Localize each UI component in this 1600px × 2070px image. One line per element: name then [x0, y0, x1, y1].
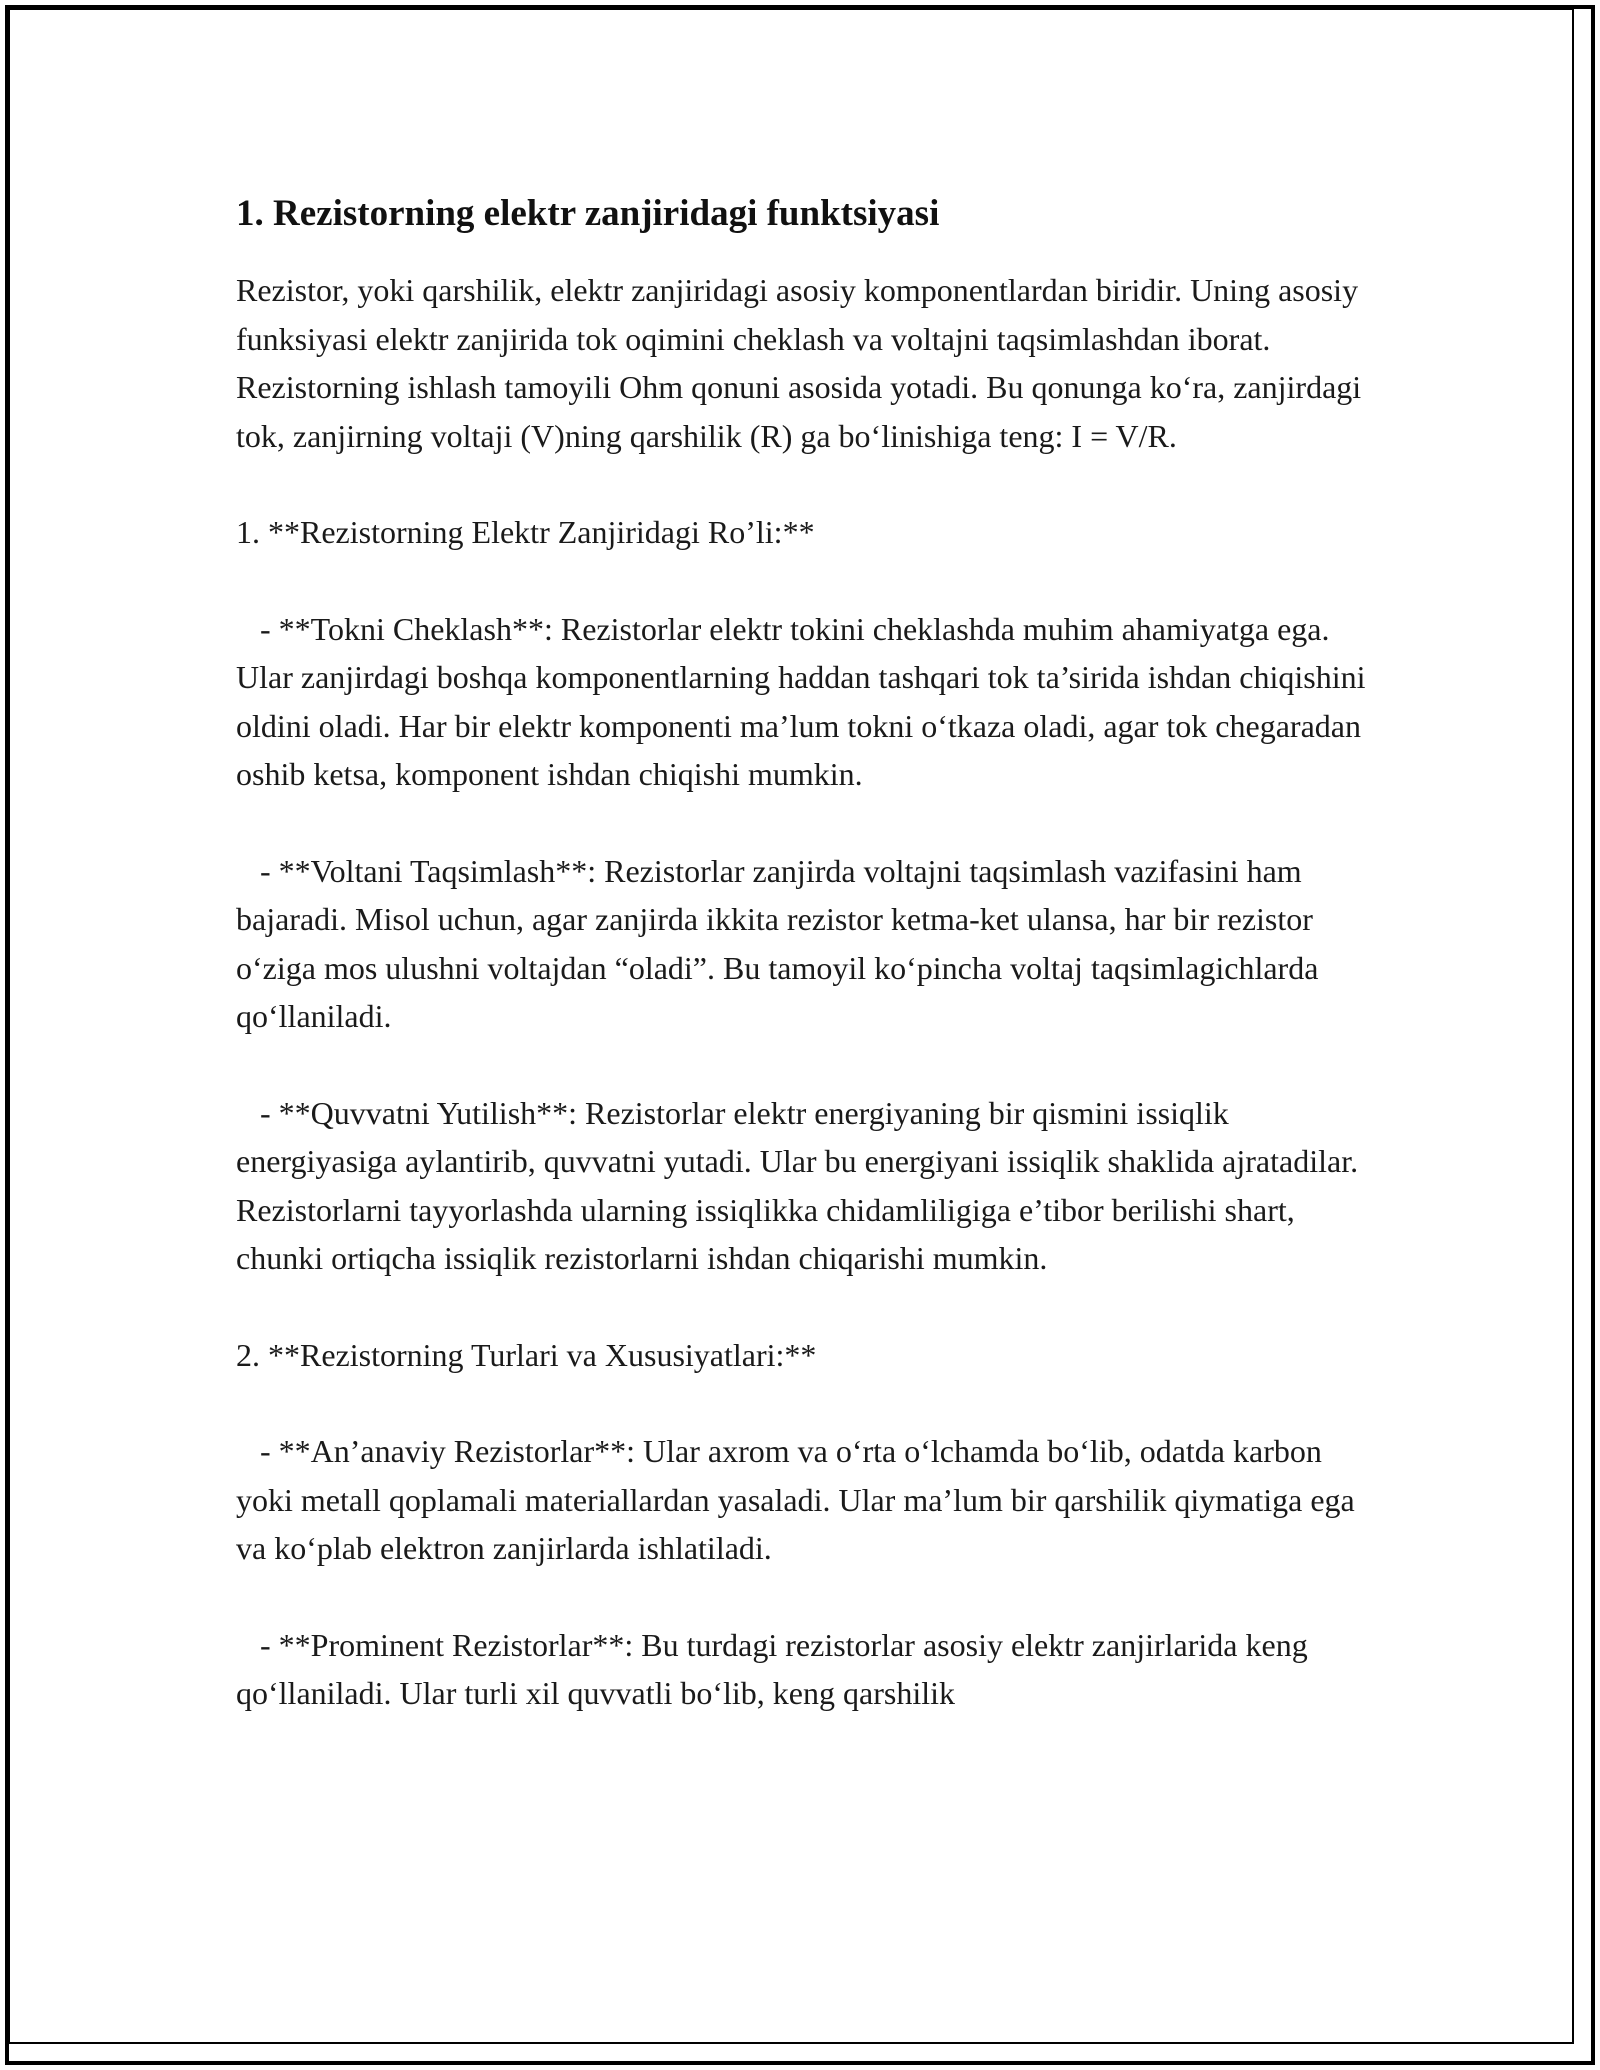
document-body: [236, 188, 1376, 1766]
list-item-voltage-division: - **Voltani Taqsimlash**: Rezistorlar zanjirda voltajni taqsimlash vazifasini ham bajaradi. Misol uchun, agar zanjirda ikkita rezistor ketma-ket ulansa, har bir rezistor o‘ziga mos ulushni voltajdan “oladi”. Bu tamoyil ko‘pincha voltaj taqsimlagichlarda qo‘llaniladi.: [236, 852, 1327, 1034]
list-heading-types: 2. **Rezistorning Turlari va Xususiyatlari:**: [236, 1336, 817, 1373]
list-heading-roles: 1. **Rezistorning Elektr Zanjiridagi Ro’li:**: [236, 514, 815, 550]
list-item-traditional-resistors: - **An’anaviy Rezistorlar**: Ular axrom va o‘rta o‘lchamda bo‘lib, odatda karbon yoki metall qoplamali materiallardan yasaladi. Ular ma’lum bir qarshilik qiymatiga ega va ko‘plab elektron zanjirlarda ishlatiladi.: [236, 1433, 1363, 1566]
list-item-prominent-resistors: - **Prominent Rezistorlar**: Bu turdagi rezistorlar asosiy elektr zanjirlarida keng qo‘llaniladi. Ular turli xil quvvatli bo‘lib, keng qarshilik: [236, 1626, 1316, 1711]
list-item-power-dissipation: - **Quvvatni Yutilish**: Rezistorlar elektr energiyaning bir qismini issiqlik energiyasiga aylantirib, quvvatni yutadi. Ular bu energiyani issiqlik shaklida ajratadilar. Rezistorlarni tayyorlashda ularning issiqlikka chidamliligiga e’tibor berilishi shart, chunki ortiqcha issiqlik rezistorlarni ishdan chiqarishi mumkin.: [236, 1094, 1367, 1276]
section-title: 1. Rezistorning elektr zanjiridagi funktsiyasi: [236, 193, 940, 234]
list-item-current-limiting: - **Tokni Cheklash**: Rezistorlar elektr tokini cheklashda muhim ahamiyatga ega. Ular zanjirdagi boshqa komponentlarning haddan tashqari tok ta’sirida ishdan chiqishini oldini oladi. Har bir elektr komponenti ma’lum tokni o‘tkaza oladi, agar tok chegaradan oshib ketsa, komponent ishdan chiqishi mumkin.: [236, 610, 1374, 792]
intro-paragraph: Rezistor, yoki qarshilik, elektr zanjiridagi asosiy komponentlardan biridir. Uning asosiy funksiyasi elektr zanjirida tok oqimini cheklash va voltajni taqsimlashdan iborat. Rezistorning ishlash tamoyili Ohm qonuni asosida yotadi. Bu qonunga ko‘ra, zanjirdagi tok, zanjirning voltaji (V)ning qarshilik (R) ga bo‘linishiga teng: I = V/R.: [236, 272, 1370, 454]
